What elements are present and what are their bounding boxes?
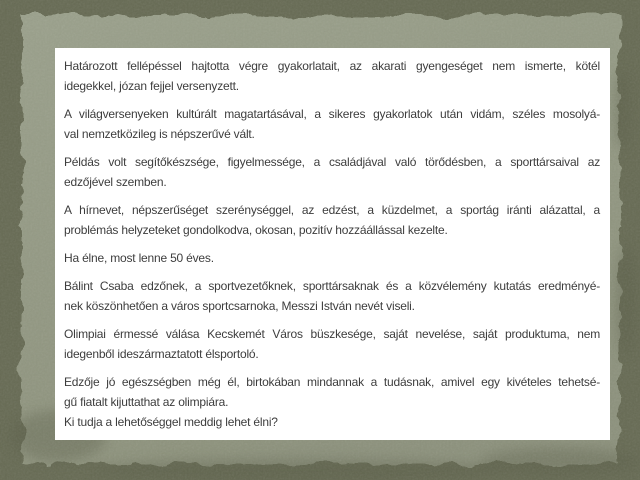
text-line: Példás volt segítőkészsége, figyelmessége, a családjával való törődésben, a sporttársaival az [64, 155, 600, 169]
text-line: idegekkel, józan fejjel versenyzett. [64, 79, 239, 93]
text-line: idegenből ideszármaztatott élsportoló. [64, 347, 259, 361]
paragraph [64, 200, 600, 240]
text-line: Ha élne, most lenne 50 éves. [64, 251, 214, 265]
paragraph [64, 56, 600, 96]
text-line: A világversenyeken kultúrált magatartásával, a sikeres gyakorlatok után vidám, széles mosolyá- [64, 107, 600, 121]
text-line: A hírnevet, népszerűséget szerénységgel, az edzést, a küzdelmet, a sportág iránti alázattal, a [64, 203, 600, 217]
text-line: problémás helyzeteket gondolkodva, okosan, pozitív hozzáállással kezelte. [64, 223, 448, 237]
text-line: Edzője jó egészségben még él, birtokában mindannak a tudásnak, amivel egy kivételes tehetsé- [64, 375, 600, 389]
paragraph [64, 104, 600, 144]
text-line: gű fiatalt kijuttathat az olimpiára. [64, 395, 229, 409]
slide-text-box [55, 48, 610, 440]
text-line: Határozott fellépéssel hajtotta végre gyakorlatait, az akarati gyengeséget nem ismerte, kötél [64, 59, 600, 73]
text-line: nek köszönhetően a város sportcsarnoka, Messzi István nevét viseli. [64, 299, 415, 313]
text-line: Olimpiai érmessé válása Kecskemét Város büszkesége, saját nevelése, saját produktuma, nem [64, 327, 600, 341]
paragraph [64, 324, 600, 364]
text-block [64, 56, 600, 432]
paragraph [64, 276, 600, 316]
paragraph [64, 152, 600, 192]
text-line: Ki tudja a lehetőséggel meddig lehet élni? [64, 415, 278, 429]
paragraph [64, 248, 600, 268]
paragraph [64, 372, 600, 432]
text-line: val nemzetközileg is népszerűvé vált. [64, 127, 255, 141]
text-line: edzőjével szemben. [64, 175, 167, 189]
text-line: Bálint Csaba edzőnek, a sportvezetőknek, sporttársaknak és a közvélemény kutatás eredményé- [64, 279, 600, 293]
